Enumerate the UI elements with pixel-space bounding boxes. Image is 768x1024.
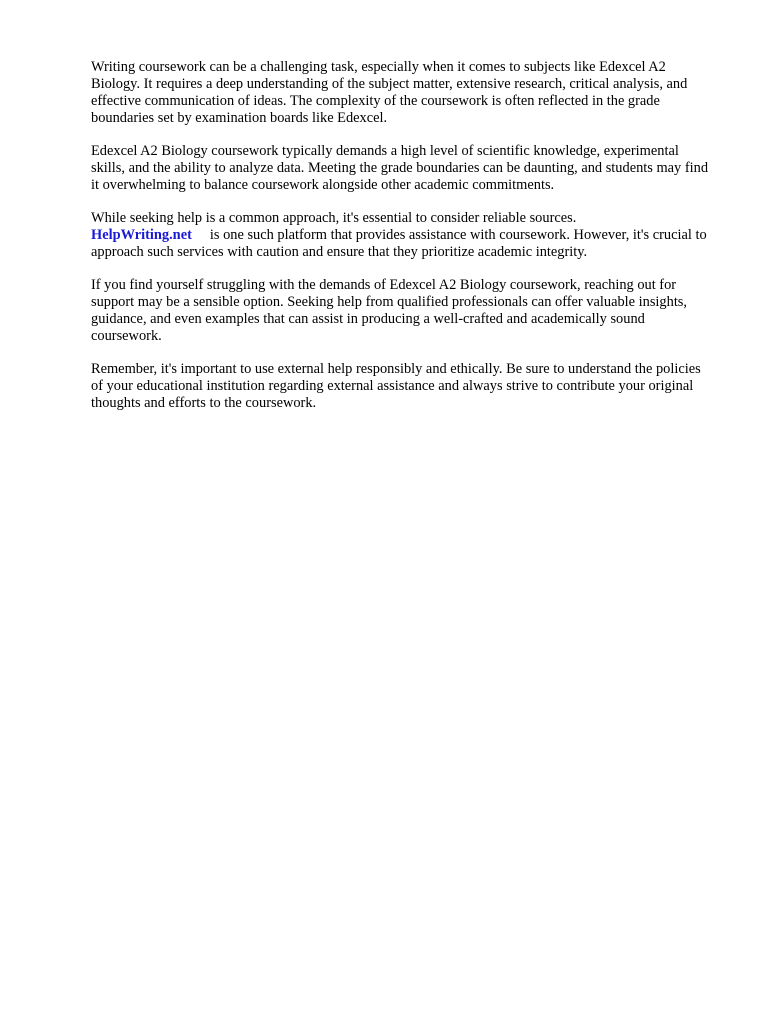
paragraph-reminder: Remember, it's important to use external help responsibly and ethically. Be sure to understand the policies of your educational institution regarding external assistance and always strive to contribute your original thoughts and efforts to the coursework. xyxy=(91,361,701,411)
paragraph-support: If you find yourself struggling with the demands of Edexcel A2 Biology coursework, reaching out for support may be a sensible option. Seeking help from qualified professionals can offer valuable insights, guidance, and even examples that can assist in producing a well-crafted and academically sound coursework. xyxy=(91,277,688,344)
paragraph-demands: Edexcel A2 Biology coursework typically demands a high level of scientific knowledge, experimental skills, and the ability to analyze data. Meeting the grade boundaries can be daunting, and students may find it overwhelming to balance coursework alongside other academic commitments. xyxy=(91,143,709,193)
paragraph-seeking-help xyxy=(91,210,715,261)
paragraph-seeking-help-continuation: is one such platform that provides assistance with coursework. However, it's crucial to approach such services with caution and ensure that they prioritize academic integrity. xyxy=(91,227,707,260)
helpwriting-link[interactable]: HelpWriting.net xyxy=(91,227,192,243)
document-page xyxy=(91,59,715,428)
paragraph-seeking-help-text: While seeking help is a common approach, it's essential to consider reliable sources. xyxy=(91,210,577,226)
paragraph-intro: Writing coursework can be a challenging task, especially when it comes to subjects like Edexcel A2 Biology. It requires a deep understanding of the subject matter, extensive research, critical analysis, and effective communication of ideas. The complexity of the coursework is often reflected in the grade boundaries set by examination boards like Edexcel. xyxy=(91,59,688,126)
